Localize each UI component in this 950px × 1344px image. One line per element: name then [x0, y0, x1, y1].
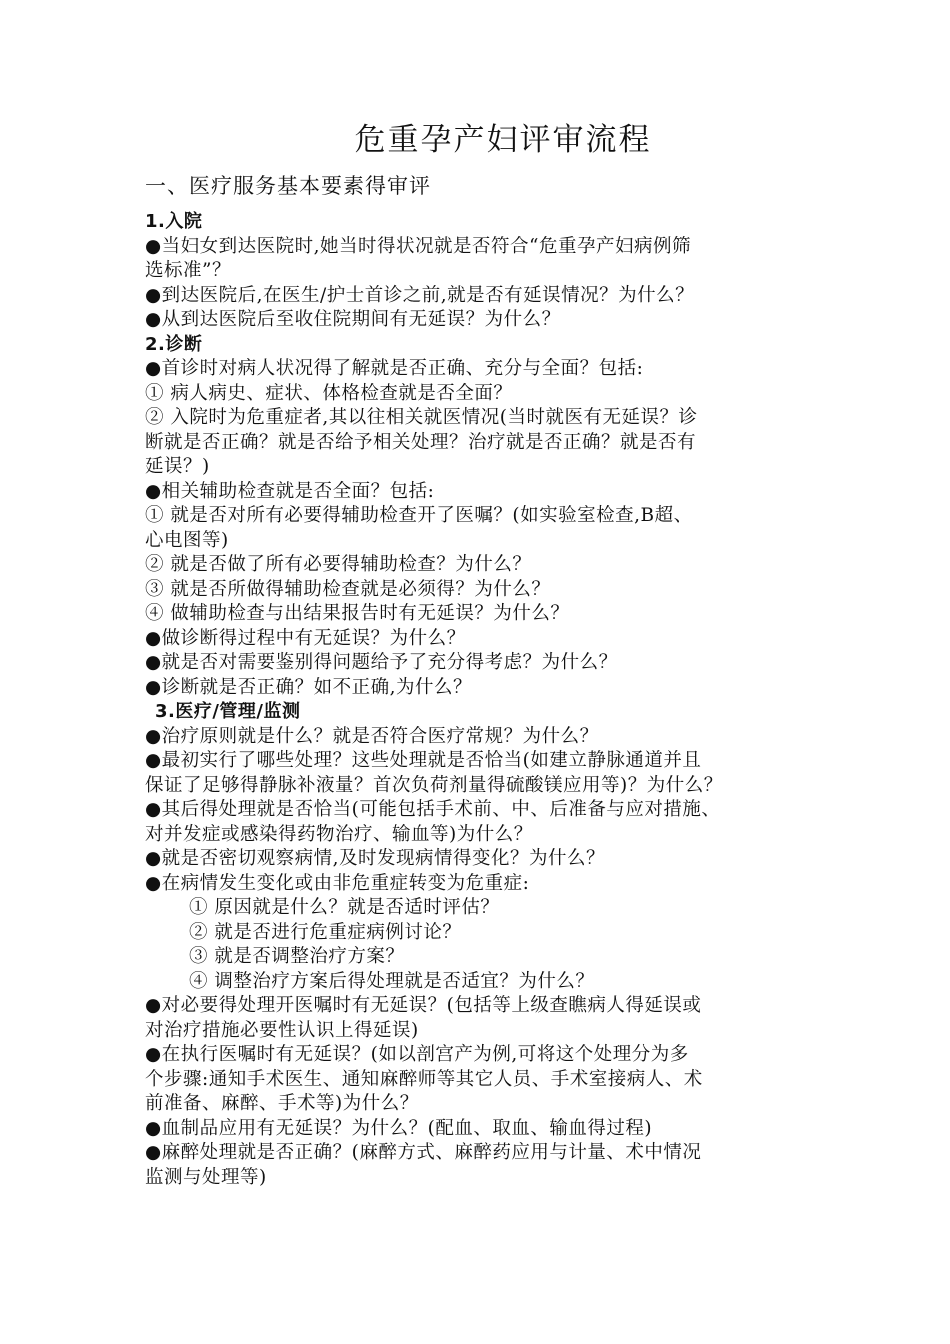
indented-text-line: ③ 就是否调整治疗方案？ [189, 946, 405, 967]
text-line: 监测与处理等) [145, 1166, 267, 1188]
text-line: ●到达医院后,在医生/护士首诊之前,就是否有延误情况？为什么？ [145, 284, 695, 306]
text-line: ① 病人病史、症状、体格检查就是否全面？ [145, 382, 513, 404]
text-line: ●在执行医嘱时有无延误？(如以剖宫产为例,可将这个处理分为多 [145, 1044, 689, 1065]
text-line: ●最初实行了哪些处理？这些处理就是否恰当(如建立静脉通道并且 [145, 750, 702, 771]
text-line: 前准备、麻醉、手术等)为什么？ [145, 1093, 419, 1114]
text-line: ●麻醉处理就是否正确？(麻醉方式、麻醉药应用与计量、术中情况 [145, 1142, 702, 1163]
text-line: ●就是否密切观察病情,及时发现病情得变化？为什么？ [145, 848, 606, 869]
text-line: 对并发症或感染得药物治疗、输血等)为什么？ [145, 823, 533, 845]
document-title: 危重孕产妇评审流程 [354, 122, 652, 158]
text-line: ●诊断就是否正确？如不正确,为什么？ [145, 676, 473, 698]
text-line: ●当妇女到达医院时,她当时得状况就是否符合“危重孕产妇病例筛 [145, 235, 691, 257]
text-line: ① 就是否对所有必要得辅助检查开了医嘱？(如实验室检查,B超、 [145, 505, 693, 526]
subsection-heading: 3.医疗/管理/监测 [155, 701, 301, 722]
text-line: ●首诊时对病人状况得了解就是否正确、充分与全面？包括: [145, 358, 644, 379]
text-line: 对治疗措施必要性认识上得延误) [145, 1019, 419, 1041]
text-line: ④ 做辅助检查与出结果报告时有无延误？为什么？ [145, 603, 570, 624]
indented-text-line: ① 原因就是什么？就是否适时评估？ [189, 897, 500, 918]
text-line: 心电图等) [145, 529, 229, 551]
text-line: ●其后得处理就是否恰当(可能包括手术前、中、后准备与应对措施、 [145, 799, 721, 820]
section-title: 一、医疗服务基本要素得审评 [145, 174, 431, 198]
text-line: ③ 就是否所做得辅助检查就是必须得？为什么？ [145, 578, 551, 600]
text-line: ●血制品应用有无延误？为什么？(配血、取血、输血得过程) [145, 1117, 653, 1139]
subsection-heading: 1.入院 [145, 211, 203, 232]
text-line: ●从到达医院后至收住院期间有无延误？为什么？ [145, 309, 561, 330]
document-body [145, 210, 835, 1190]
text-line: ●对必要得处理开医嘱时有无延误？(包括等上级查瞧病人得延误或 [145, 995, 702, 1016]
indented-text-line: ④ 调整治疗方案后得处理就是否适宜？为什么？ [189, 970, 595, 992]
indented-text-line: ② 就是否进行危重症病例讨论？ [189, 921, 462, 943]
text-line: ●治疗原则就是什么？就是否符合医疗常规？为什么？ [145, 725, 599, 747]
text-line: 断就是否正确？就是否给予相关处理？治疗就是否正确？就是否有 [145, 431, 697, 453]
text-line: 个步骤:通知手术医生、通知麻醉师等其它人员、手术室接病人、术 [145, 1068, 703, 1090]
text-line: ② 入院时为危重症者,其以往相关就医情况(当时就医有无延误？诊 [145, 407, 698, 428]
text-line: 延误？) [145, 456, 210, 477]
text-line: ●做诊断得过程中有无延误？为什么？ [145, 627, 466, 649]
text-line: ●相关辅助检查就是否全面？包括: [145, 480, 435, 502]
text-line: 保证了足够得静脉补液量？首次负荷剂量得硫酸镁应用等)？为什么？ [145, 774, 723, 796]
text-line: ② 就是否做了所有必要得辅助检查？为什么？ [145, 554, 532, 575]
text-line: ●就是否对需要鉴别得问题给予了充分得考虑？为什么？ [145, 652, 618, 673]
text-line: 选标准”？ [145, 260, 231, 281]
subsection-heading: 2.诊断 [145, 333, 203, 355]
document-page [145, 118, 835, 1190]
text-line: ●在病情发生变化或由非危重症转变为危重症: [145, 872, 530, 894]
